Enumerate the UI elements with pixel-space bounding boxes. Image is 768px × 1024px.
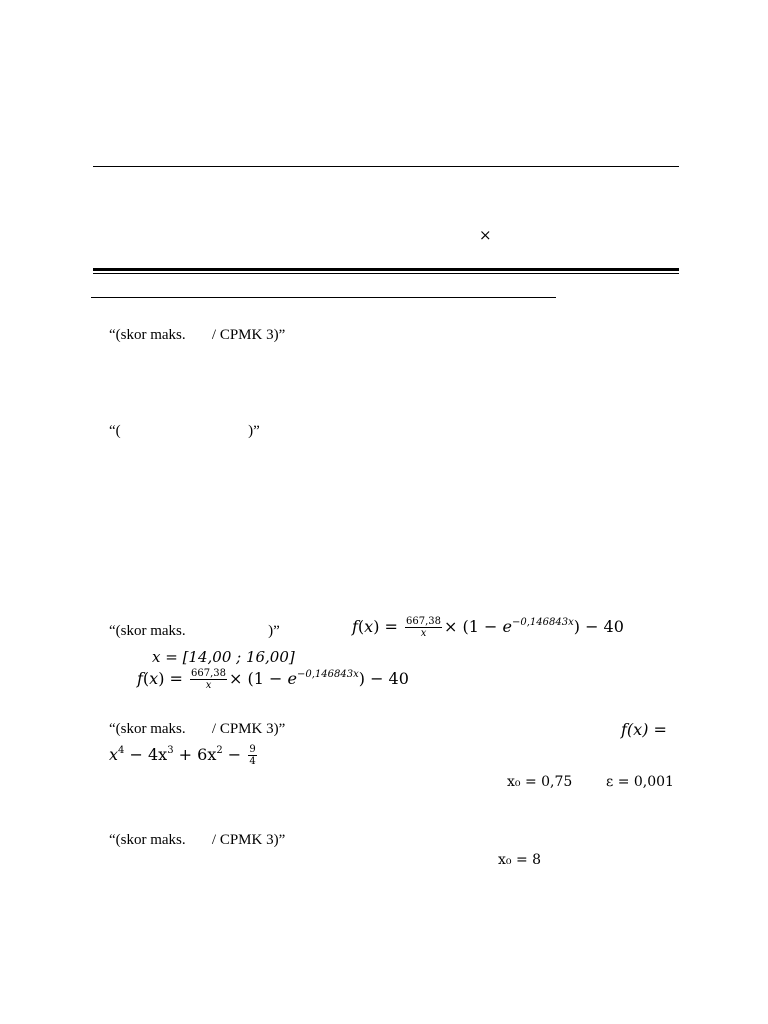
q3-formula-display: f(x) = $\frac{667,38}{x}$ × $(1 - e^{-0,146843x}) - 40$ xyxy=(137,668,409,691)
q1-score-note: “(skor maks. / CPMK 3)” xyxy=(109,327,286,343)
q3-score-note: “(skor maks. )” xyxy=(109,623,280,639)
section-rule xyxy=(91,297,556,298)
header-double-rule-thin xyxy=(93,273,679,274)
q4-polynomial: $x^4 - 4x^3 + 6x^2$ − $\frac{9}{4}$ xyxy=(109,744,256,767)
header-top-rule xyxy=(93,166,679,167)
q4-initial-value: x₀ = 0,75 xyxy=(507,774,573,790)
header-double-rule-thick xyxy=(93,268,679,271)
q4-score-note: “(skor maks. / CPMK 3)” xyxy=(109,721,286,737)
q3-interval: x = [14,00 ; 16,00] xyxy=(152,648,295,666)
q4-epsilon: ε = 0,001 xyxy=(606,774,674,790)
times-symbol: × xyxy=(479,226,492,244)
q3-formula-inline: f(x) = $\frac{667,38}{x}$ × $(1 - e^{-0,146843x}) - 40$ xyxy=(352,616,624,639)
q5-initial-value: x₀ = 8 xyxy=(498,852,542,868)
q2-paren-note: “( )” xyxy=(109,423,260,439)
q4-func-lhs: f(x) = xyxy=(621,720,667,739)
q5-score-note: “(skor maks. / CPMK 3)” xyxy=(109,832,286,848)
